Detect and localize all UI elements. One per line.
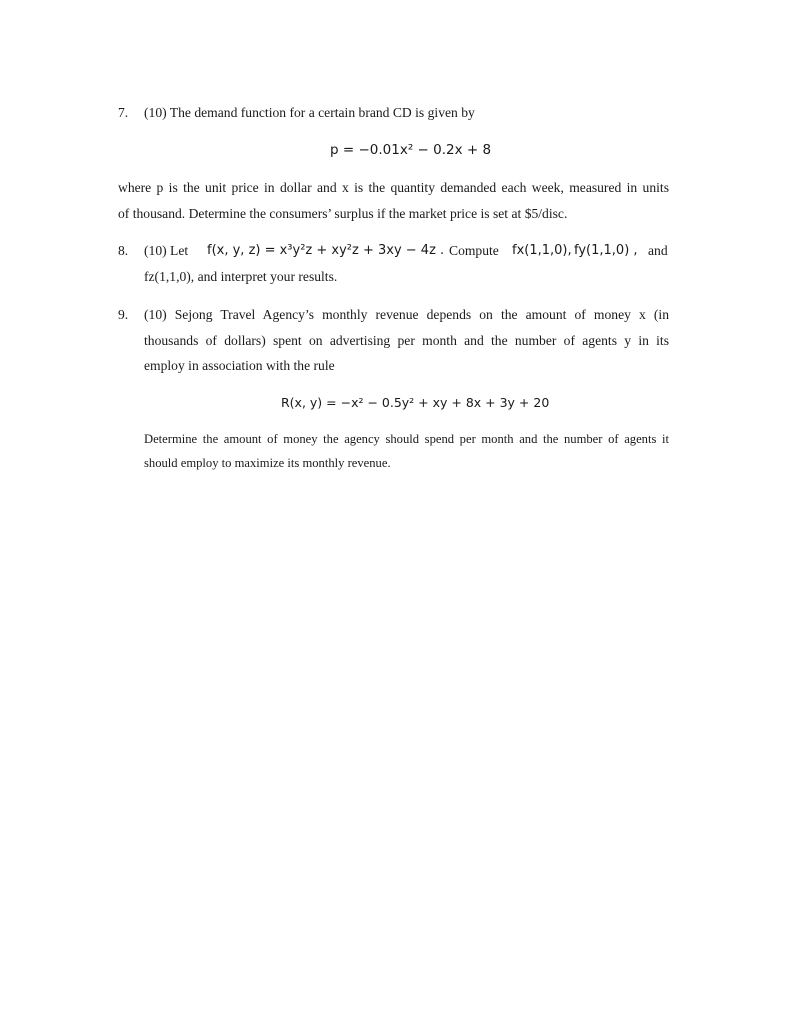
- problem-text: of thousand. Determine the consumers’ surplus if the market price is set at $5/disc.: [118, 206, 568, 221]
- problem-text: should employ to maximize its monthly revenue.: [144, 456, 391, 470]
- problem-text: thousands of dollars) spent on advertising per month and the number of agents y in its: [144, 333, 669, 348]
- partial-fy: fy(1,1,0) ,: [574, 243, 638, 258]
- problem-text: where p is the unit price in dollar and x is the quantity demanded each week, measured in units: [118, 180, 669, 195]
- revenue-equation: R(x, y) = −x² − 0.5y² + xy + 8x + 3y + 20: [281, 395, 550, 410]
- problem-text: fz(1,1,0), and interpret your results.: [144, 269, 338, 284]
- problem-number: 9.: [118, 307, 129, 322]
- partial-fx: fx(1,1,0),: [512, 243, 572, 258]
- problem-text: (10) The demand function for a certain brand CD is given by: [144, 105, 475, 120]
- function-definition: f(x, y, z) = x³y²z + xy²z + 3xy − 4z .: [207, 243, 445, 258]
- problem-number: 8.: [118, 243, 129, 258]
- problem-text: Determine the amount of money the agency should spend per month and the number of agents it: [144, 432, 669, 446]
- problem-text: and: [648, 243, 668, 258]
- problem-text: (10) Let: [144, 243, 189, 258]
- problem-number: 7.: [118, 105, 129, 120]
- problem-text: Compute: [449, 243, 499, 258]
- demand-equation: p = −0.01x² − 0.2x + 8: [330, 142, 492, 158]
- problem-text: (10) Sejong Travel Agency’s monthly revenue depends on the amount of money x (in: [144, 307, 669, 322]
- problem-text: employ in association with the rule: [144, 358, 335, 373]
